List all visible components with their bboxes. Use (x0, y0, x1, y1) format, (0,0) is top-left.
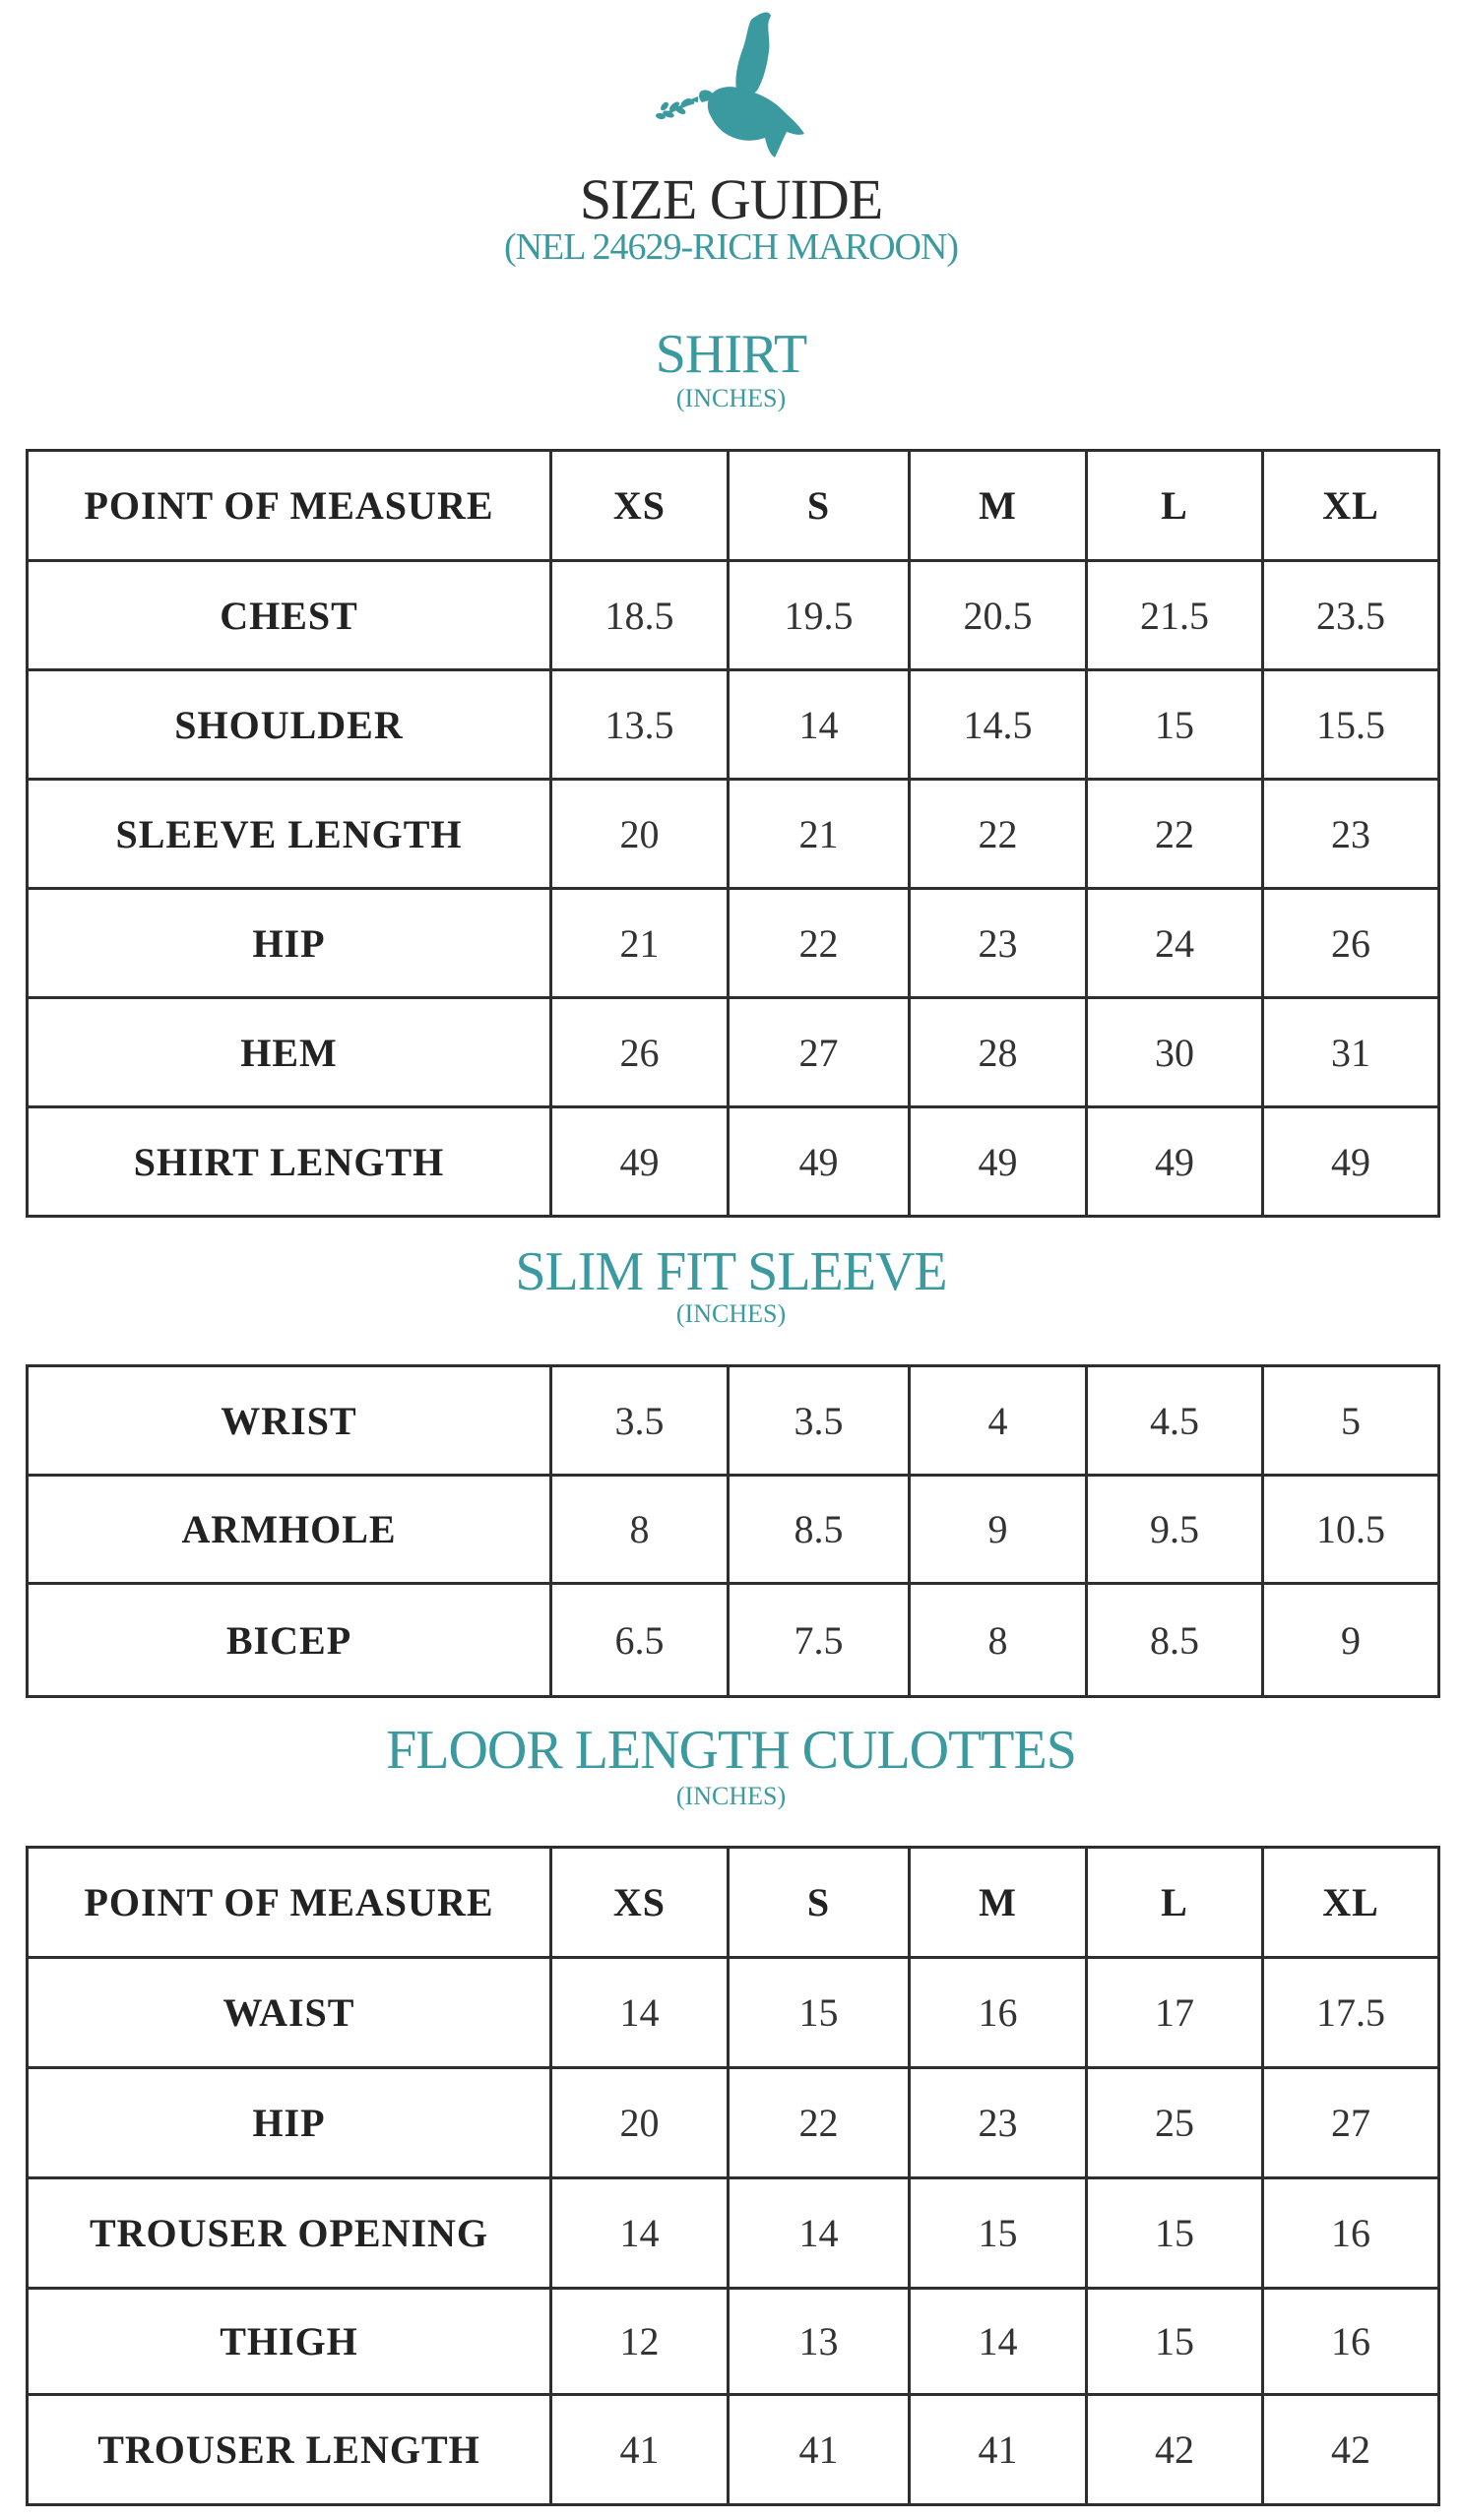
table-header-row (28, 1848, 1439, 1958)
value-cell: 16 (910, 1958, 1087, 2068)
value-cell: 14 (551, 1958, 729, 2068)
value-cell: 6.5 (551, 1584, 729, 1697)
shirt-section-unit: (INCHES) (675, 384, 787, 412)
value-cell: 9 (910, 1476, 1087, 1584)
value-cell: 20 (551, 2068, 729, 2178)
size-header-cell: M (910, 451, 1087, 561)
value-cell: 15 (1087, 670, 1263, 780)
value-cell: 3.5 (551, 1366, 729, 1476)
value-cell: 21.5 (1087, 561, 1263, 670)
value-cell: 41 (551, 2395, 729, 2505)
value-cell: 26 (1263, 889, 1439, 998)
value-cell: 22 (729, 2068, 910, 2178)
value-cell: 20 (551, 780, 729, 889)
shirt-size-table (26, 449, 1440, 1218)
value-cell: 15 (1087, 2178, 1263, 2289)
row-label: SHIRT LENGTH (28, 1107, 551, 1217)
value-cell: 10.5 (1263, 1476, 1439, 1584)
table-row (28, 2178, 1439, 2289)
header-cell: POINT OF MEASURE (28, 1848, 551, 1958)
value-cell: 9.5 (1087, 1476, 1263, 1584)
value-cell: 14 (910, 2289, 1087, 2395)
value-cell: 3.5 (729, 1366, 910, 1476)
table-row (28, 670, 1439, 780)
table-row (28, 889, 1439, 998)
value-cell: 41 (729, 2395, 910, 2505)
value-cell: 12 (551, 2289, 729, 2395)
value-cell: 49 (1263, 1107, 1439, 1217)
value-cell: 27 (1263, 2068, 1439, 2178)
value-cell: 23 (1263, 780, 1439, 889)
size-header-cell: S (729, 451, 910, 561)
value-cell: 42 (1263, 2395, 1439, 2505)
table-row (28, 2068, 1439, 2178)
value-cell: 14.5 (910, 670, 1087, 780)
table-row (28, 1107, 1439, 1217)
table-row (28, 561, 1439, 670)
value-cell: 17 (1087, 1958, 1263, 2068)
table-row (28, 1366, 1439, 1476)
value-cell: 8 (551, 1476, 729, 1584)
row-label: TROUSER OPENING (28, 2178, 551, 2289)
value-cell: 21 (551, 889, 729, 998)
value-cell: 22 (910, 780, 1087, 889)
value-cell: 7.5 (729, 1584, 910, 1697)
size-header-cell: XS (551, 451, 729, 561)
value-cell: 30 (1087, 998, 1263, 1107)
value-cell: 8.5 (729, 1476, 910, 1584)
value-cell: 49 (1087, 1107, 1263, 1217)
value-cell: 18.5 (551, 561, 729, 670)
value-cell: 13.5 (551, 670, 729, 780)
page-title: SIZE GUIDE (579, 167, 883, 231)
value-cell: 26 (551, 998, 729, 1107)
value-cell: 49 (910, 1107, 1087, 1217)
size-header-cell: M (910, 1848, 1087, 1958)
value-cell: 16 (1263, 2178, 1439, 2289)
value-cell: 8.5 (1087, 1584, 1263, 1697)
size-header-cell: L (1087, 451, 1263, 561)
value-cell: 49 (551, 1107, 729, 1217)
value-cell: 41 (910, 2395, 1087, 2505)
value-cell: 4 (910, 1366, 1087, 1476)
table-row (28, 2289, 1439, 2395)
value-cell: 28 (910, 998, 1087, 1107)
value-cell: 13 (729, 2289, 910, 2395)
size-header-cell: L (1087, 1848, 1263, 1958)
row-label: WAIST (28, 1958, 551, 2068)
table-header-row (28, 451, 1439, 561)
row-label: SHOULDER (28, 670, 551, 780)
culottes-size-table (26, 1846, 1440, 2506)
row-label: WRIST (28, 1366, 551, 1476)
value-cell: 23.5 (1263, 561, 1439, 670)
value-cell: 15 (1087, 2289, 1263, 2395)
product-code: (NEL 24629-RICH MAROON) (503, 226, 959, 268)
row-label: SLEEVE LENGTH (28, 780, 551, 889)
dove-logo-icon (655, 8, 817, 175)
size-header-cell: XL (1263, 451, 1439, 561)
value-cell: 15 (910, 2178, 1087, 2289)
value-cell: 42 (1087, 2395, 1263, 2505)
value-cell: 22 (1087, 780, 1263, 889)
value-cell: 17.5 (1263, 1958, 1439, 2068)
shirt-section-title: SHIRT (655, 324, 807, 385)
row-label: ARMHOLE (28, 1476, 551, 1584)
value-cell: 20.5 (910, 561, 1087, 670)
value-cell: 16 (1263, 2289, 1439, 2395)
row-label: THIGH (28, 2289, 551, 2395)
sleeve-section-title: SLIM FIT SLEEVE (515, 1241, 947, 1302)
row-label: HIP (28, 889, 551, 998)
sleeve-size-table (26, 1364, 1440, 1698)
value-cell: 19.5 (729, 561, 910, 670)
culottes-section-title: FLOOR LENGTH CULOTTES (386, 1720, 1076, 1781)
value-cell: 14 (729, 2178, 910, 2289)
table-row (28, 780, 1439, 889)
row-label: BICEP (28, 1584, 551, 1697)
table-row (28, 998, 1439, 1107)
value-cell: 14 (551, 2178, 729, 2289)
size-header-cell: XS (551, 1848, 729, 1958)
value-cell: 15.5 (1263, 670, 1439, 780)
value-cell: 23 (910, 2068, 1087, 2178)
table-row (28, 1476, 1439, 1584)
value-cell: 5 (1263, 1366, 1439, 1476)
culottes-section-unit: (INCHES) (675, 1782, 787, 1810)
value-cell: 49 (729, 1107, 910, 1217)
row-label: CHEST (28, 561, 551, 670)
value-cell: 21 (729, 780, 910, 889)
value-cell: 31 (1263, 998, 1439, 1107)
header-cell: POINT OF MEASURE (28, 451, 551, 561)
value-cell: 24 (1087, 889, 1263, 998)
value-cell: 27 (729, 998, 910, 1107)
table-row (28, 1958, 1439, 2068)
value-cell: 14 (729, 670, 910, 780)
value-cell: 23 (910, 889, 1087, 998)
row-label: TROUSER LENGTH (28, 2395, 551, 2505)
table-row (28, 1584, 1439, 1697)
value-cell: 9 (1263, 1584, 1439, 1697)
value-cell: 25 (1087, 2068, 1263, 2178)
size-header-cell: XL (1263, 1848, 1439, 1958)
row-label: HIP (28, 2068, 551, 2178)
value-cell: 22 (729, 889, 910, 998)
table-row (28, 2395, 1439, 2505)
value-cell: 4.5 (1087, 1366, 1263, 1476)
sleeve-section-unit: (INCHES) (675, 1299, 787, 1328)
value-cell: 15 (729, 1958, 910, 2068)
size-header-cell: S (729, 1848, 910, 1958)
value-cell: 8 (910, 1584, 1087, 1697)
row-label: HEM (28, 998, 551, 1107)
